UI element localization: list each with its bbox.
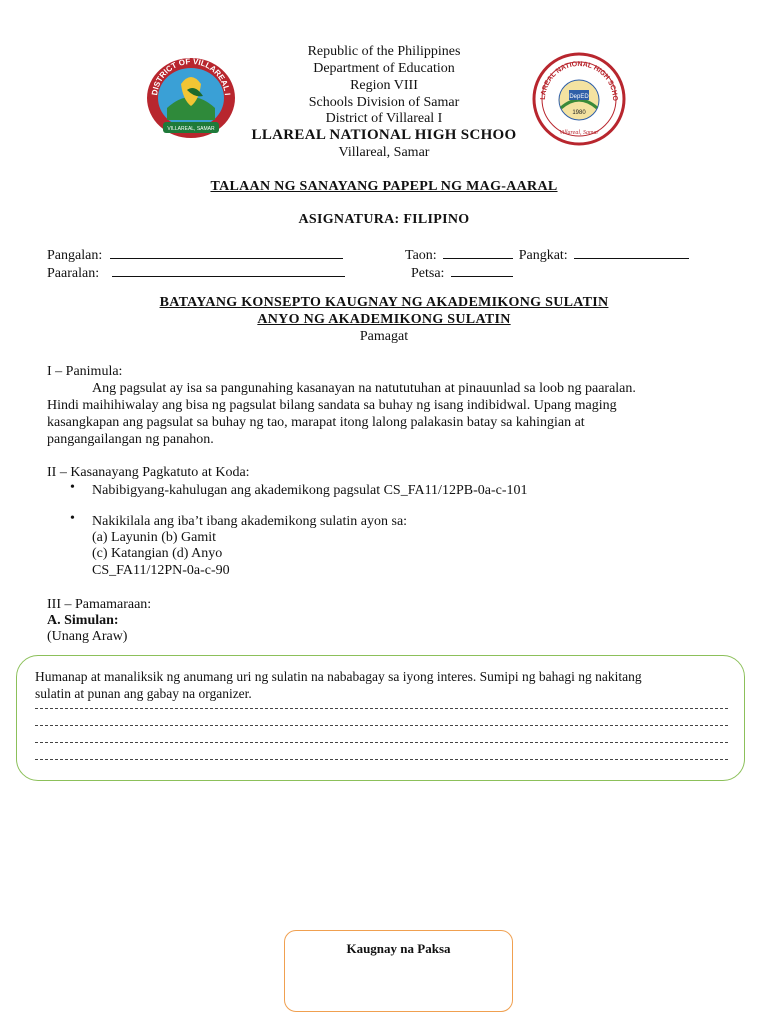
date-line[interactable]	[451, 263, 513, 277]
name-line[interactable]	[110, 245, 343, 259]
section3-heading: III – Pamamaraan:	[47, 597, 152, 612]
answer-line[interactable]	[35, 759, 728, 760]
date-field[interactable]	[411, 263, 513, 282]
competency-2: Nakikilala ang iba’t ibang akademikong sulatin ayon sa:	[92, 514, 408, 529]
concept-title: BATAYANG KONSEPTO KAUGNAY NG AKADEMIKONG SULATIN	[159, 295, 609, 310]
right-logo-ring-text: LAREAL NATIONAL HIGH SCHO	[539, 60, 619, 102]
pamagat-label: Pamagat	[359, 329, 409, 344]
section2-heading: II – Kasanayang Pagkatuto at Koda:	[47, 465, 250, 480]
name-field[interactable]	[47, 245, 343, 264]
answer-line[interactable]	[35, 725, 728, 726]
section1-line1: Ang pagsulat ay isa sa pangunahing kasanayan na natututuhan at pinauunlad sa loob ng paaralan.	[92, 381, 636, 396]
task-line2: sulatin at punan ang gabay na organizer.	[35, 686, 252, 701]
form-title: TALAAN NG SANAYANG PAPEPL NG MAG-AARAL	[210, 179, 558, 194]
section1-line2: Hindi maihihiwalay ang bisa ng pagsulat bilang sandata sa buhay ng isang indibidwal. Upang maging	[47, 398, 617, 413]
header-region: Region VIII	[350, 78, 418, 93]
year-section-field[interactable]	[405, 245, 689, 264]
task-line1: Humanap at manaliksik ng anumang uri ng sulatin na nababagay sa iyong interes. Sumipi ng bahagi ng nakitang	[35, 669, 642, 684]
bullet-icon: •	[70, 480, 75, 495]
school-line[interactable]	[112, 263, 345, 277]
right-logo-bottom-text: Villareal, Samar	[559, 130, 599, 136]
school-name: LLAREAL NATIONAL HIGH SCHOO	[251, 127, 517, 143]
section-label: Pangkat:	[518, 248, 568, 263]
section3-sub: A. Simulan:	[47, 613, 119, 628]
answer-line[interactable]	[35, 708, 728, 709]
bullet-icon: •	[70, 511, 75, 526]
school-address: Villareal, Samar	[338, 145, 430, 160]
header-division: Schools Division of Samar	[308, 95, 460, 110]
header-republic: Republic of the Philippines	[307, 44, 461, 59]
name-label: Pangalan:	[47, 248, 103, 263]
right-logo-year: 1980	[572, 110, 586, 116]
section1-line4: pangangailangan ng panahon.	[47, 432, 214, 447]
section3-day: (Unang Araw)	[47, 629, 128, 644]
competency-2-code: CS_FA11/12PN-0a-c-90	[92, 563, 230, 578]
organizer-label: Kaugnay na Paksa	[346, 941, 451, 956]
date-label: Petsa:	[411, 266, 445, 281]
right-logo-badge: DepED	[569, 94, 589, 100]
header-district: District of Villareal I	[325, 111, 443, 126]
header-deped: Department of Education	[313, 61, 455, 76]
section1-heading: I – Panimula:	[47, 364, 123, 379]
answer-line[interactable]	[35, 742, 728, 743]
school-field[interactable]	[47, 263, 345, 282]
section-line[interactable]	[574, 245, 689, 259]
left-logo-top-text: DISTRICT OF VILLAREAL I	[150, 56, 232, 96]
school-label: Paaralan:	[47, 266, 100, 281]
concept-subtitle: ANYO NG AKADEMIKONG SULATIN	[257, 312, 511, 327]
section1-line3: kasangkapan ang pagsulat sa buhay ng tao, marapat itong lalong palakasin batay sa kahingian at	[47, 415, 585, 430]
year-line[interactable]	[443, 245, 513, 259]
competency-2-a: (a) Layunin (b) Gamit	[92, 530, 217, 545]
left-logo-bottom-text: VILLAREAL, SAMAR	[167, 126, 215, 132]
year-label: Taon:	[405, 248, 437, 263]
subject-line: ASIGNATURA: FILIPINO	[298, 212, 470, 227]
competency-2-c: (c) Katangian (d) Anyo	[92, 546, 223, 561]
competency-1: Nabibigyang-kahulugan ang akademikong pagsulat CS_FA11/12PB-0a-c-101	[92, 483, 528, 498]
